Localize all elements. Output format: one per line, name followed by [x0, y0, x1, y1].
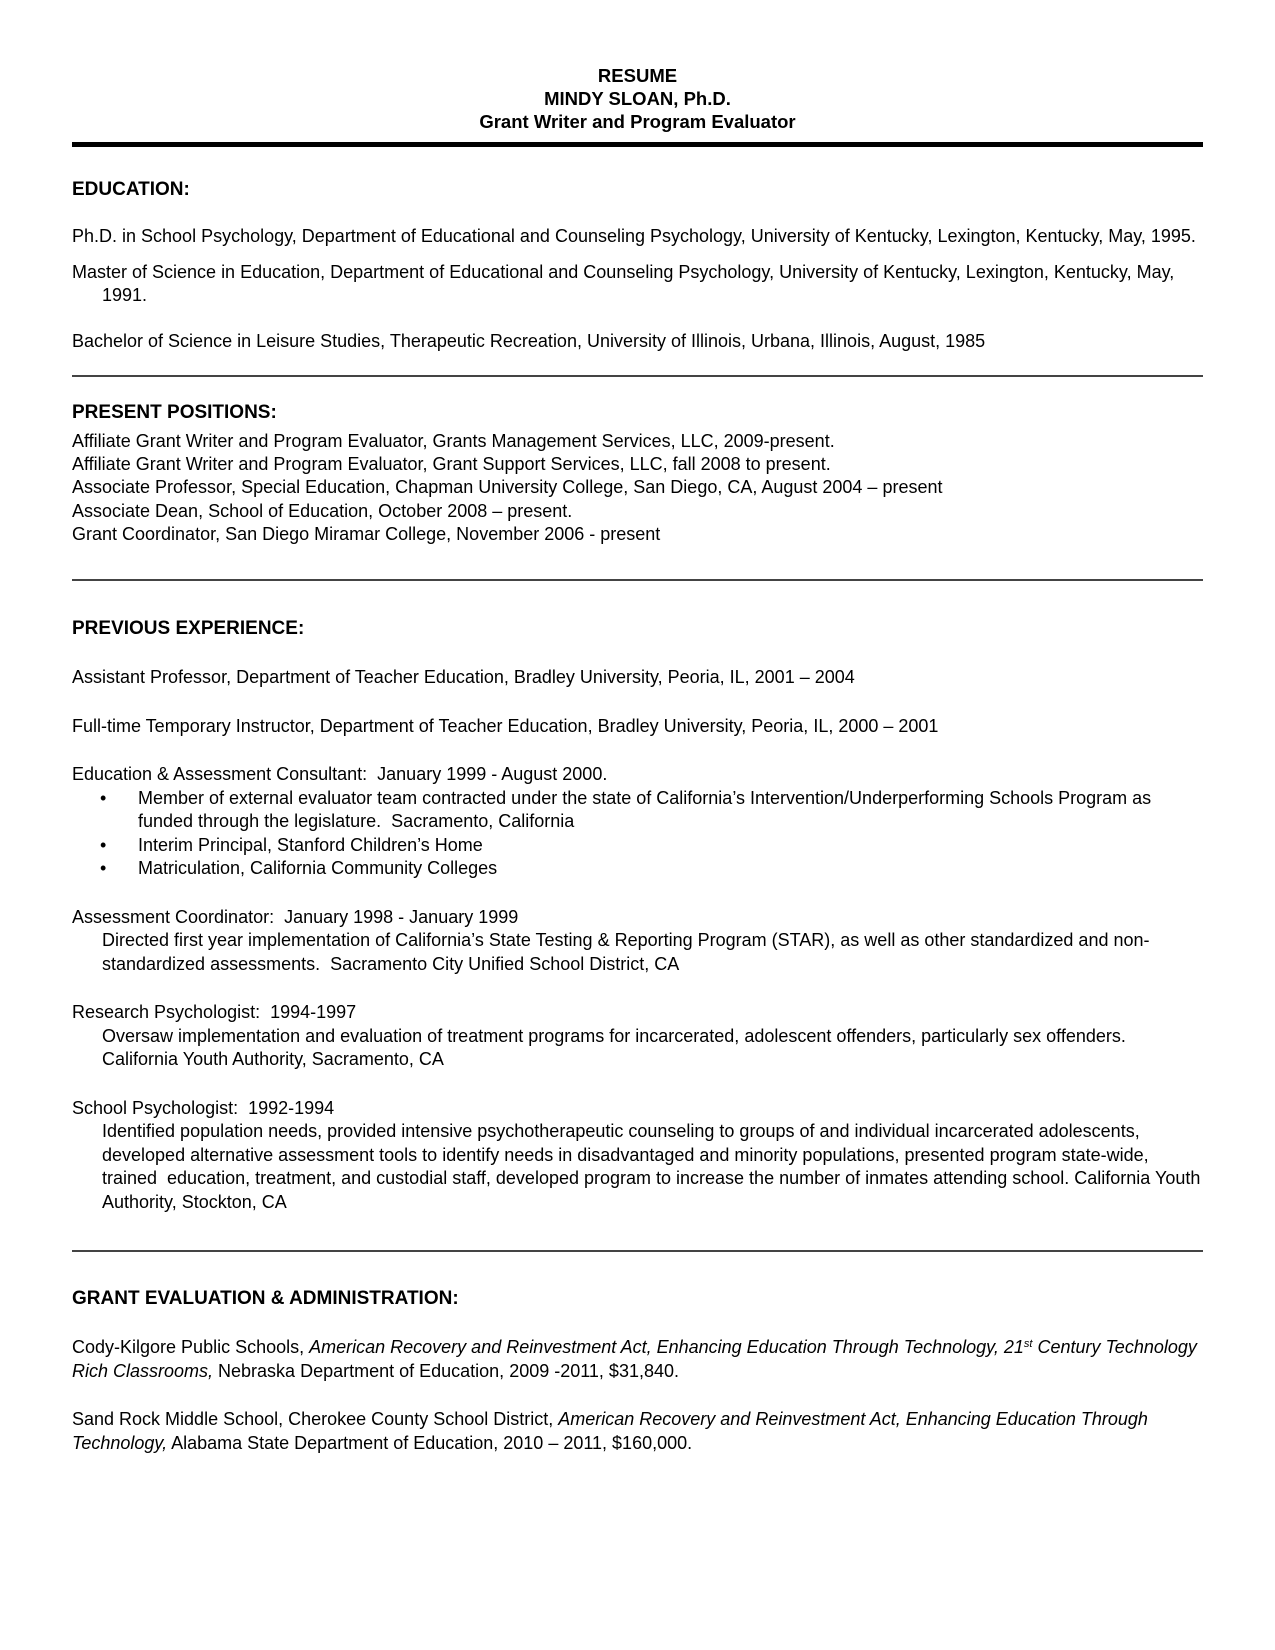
grant-item-cody-kilgore — [72, 1336, 1203, 1383]
section-divider-rule — [72, 375, 1203, 377]
document-header — [72, 64, 1203, 133]
bullet-item — [72, 787, 1203, 834]
grant-item-sand-rock — [72, 1408, 1203, 1455]
position-line: Affiliate Grant Writer and Program Evaluator, Grants Management Services, LLC, 2009-present. — [72, 431, 835, 451]
role-title-education-assessment-consultant: Education & Assessment Consultant: January 1999 - August 2000. — [72, 764, 608, 785]
role-title-temporary-instructor: Full-time Temporary Instructor, Department of Teacher Education, Bradley University, Peoria, IL, 2000 – 2001 — [72, 715, 939, 736]
bullet-item — [72, 834, 1203, 858]
grant-evaluation-section — [72, 1287, 1203, 1455]
header-divider-rule — [72, 142, 1203, 147]
bullet-item — [72, 857, 1203, 881]
bullet-text: Interim Principal, Stanford Children’s Home — [138, 834, 483, 855]
position-line: Associate Professor, Special Education, Chapman University College, San Diego, CA, August 2004 – present — [72, 477, 943, 498]
header-name: MINDY SLOAN, Ph.D. — [544, 88, 731, 109]
grant-evaluation-heading: GRANT EVALUATION & ADMINISTRATION: — [72, 1288, 459, 1310]
education-item-masters: Master of Science in Education, Department of Educational and Counseling Psychology, University of Kentucky, Lexington, Kentucky, May, 1991. — [72, 261, 1180, 305]
position-line: Grant Coordinator, San Diego Miramar College, November 2006 - present — [72, 523, 661, 544]
header-role: Grant Writer and Program Evaluator — [479, 111, 796, 132]
education-item-phd: Ph.D. in School Psychology, Department of Educational and Counseling Psychology, University of Kentucky, Lexington, Kentucky, May, 1995. — [72, 226, 1196, 246]
education-heading: EDUCATION: — [72, 179, 190, 200]
grant-text-normal: Nebraska Department of Education, 2009 -2011, $31,840. — [213, 1360, 680, 1381]
bullet-icon: • — [100, 834, 107, 855]
present-positions-heading: PRESENT POSITIONS: — [72, 402, 277, 423]
grant-text-normal: Alabama State Department of Education, 2010 – 2011, $160,000. — [167, 1432, 693, 1453]
section-divider-rule — [72, 579, 1203, 581]
role-title-assistant-professor: Assistant Professor, Department of Teacher Education, Bradley University, Peoria, IL, 2001 – 2004 — [72, 667, 855, 688]
role-title-research-psychologist: Research Psychologist: 1994-1997 — [72, 1002, 357, 1023]
previous-experience-heading: PREVIOUS EXPERIENCE: — [72, 618, 305, 640]
section-divider-rule — [72, 1250, 1203, 1252]
present-positions-list — [72, 430, 1203, 546]
grant-text-italic: American Recovery and Reinvestment Act, Enhancing Education Through Technology, 21 — [309, 1337, 1024, 1358]
role-title-school-psychologist: School Psychologist: 1992-1994 — [72, 1097, 335, 1118]
position-line: Associate Dean, School of Education, October 2008 – present. — [72, 500, 573, 521]
bullet-icon: • — [100, 787, 107, 808]
education-section — [72, 178, 1203, 353]
ordinal-superscript-text: st — [1023, 1338, 1033, 1351]
grant-text-normal: Cody-Kilgore Public Schools, — [72, 1337, 310, 1358]
grant-text-italic: American Recovery and Reinvestment Act, Enhancing Education Through Technology, — [72, 1409, 1153, 1453]
role-description-assessment-coordinator: Directed first year implementation of California’s State Testing & Reporting Program (STAR), as well as other standardized and non-standardized assessments. Sacramento City Unified School District, CA — [102, 930, 1150, 974]
present-positions-section — [72, 401, 1203, 546]
bullet-text: Member of external evaluator team contracted under the state of California’s Intervention/Underperforming Schools Program as funded through the legislature. Sacramento, California — [138, 787, 1157, 832]
role-description-research-psychologist: Oversaw implementation and evaluation of treatment programs for incarcerated, adolescent offenders, particularly sex offenders. California Youth Authority, Sacramento, CA — [102, 1025, 1136, 1070]
header-resume-label: RESUME — [597, 65, 678, 86]
bullet-text: Matriculation, California Community Colleges — [138, 858, 498, 879]
grant-text-italic: Century Technology Rich Classrooms, — [72, 1337, 1202, 1381]
previous-experience-section — [72, 617, 1203, 1214]
role-description-school-psychologist: Identified population needs, provided intensive psychotherapeutic counseling to groups of and individual incarcerated adolescents, developed alternative assessment tools to identify needs in disadvantaged and minority populations, presented program state-wide, trained education, treatment, and custodial staff, developed program to increase the number of inmates attending school. California Youth Authority, Stockton, CA — [102, 1121, 1205, 1212]
position-line: Affiliate Grant Writer and Program Evaluator, Grant Support Services, LLC, fall 2008 to present. — [72, 454, 831, 475]
education-item-bachelors: Bachelor of Science in Leisure Studies, Therapeutic Recreation, University of Illinois, Urbana, Illinois, August, 1985 — [72, 330, 986, 351]
bullet-icon: • — [100, 858, 107, 879]
grant-text-normal: Sand Rock Middle School, Cherokee County School District, — [72, 1409, 559, 1430]
consultant-bullet-list — [72, 787, 1203, 881]
role-title-assessment-coordinator: Assessment Coordinator: January 1998 - January 1999 — [72, 906, 519, 927]
